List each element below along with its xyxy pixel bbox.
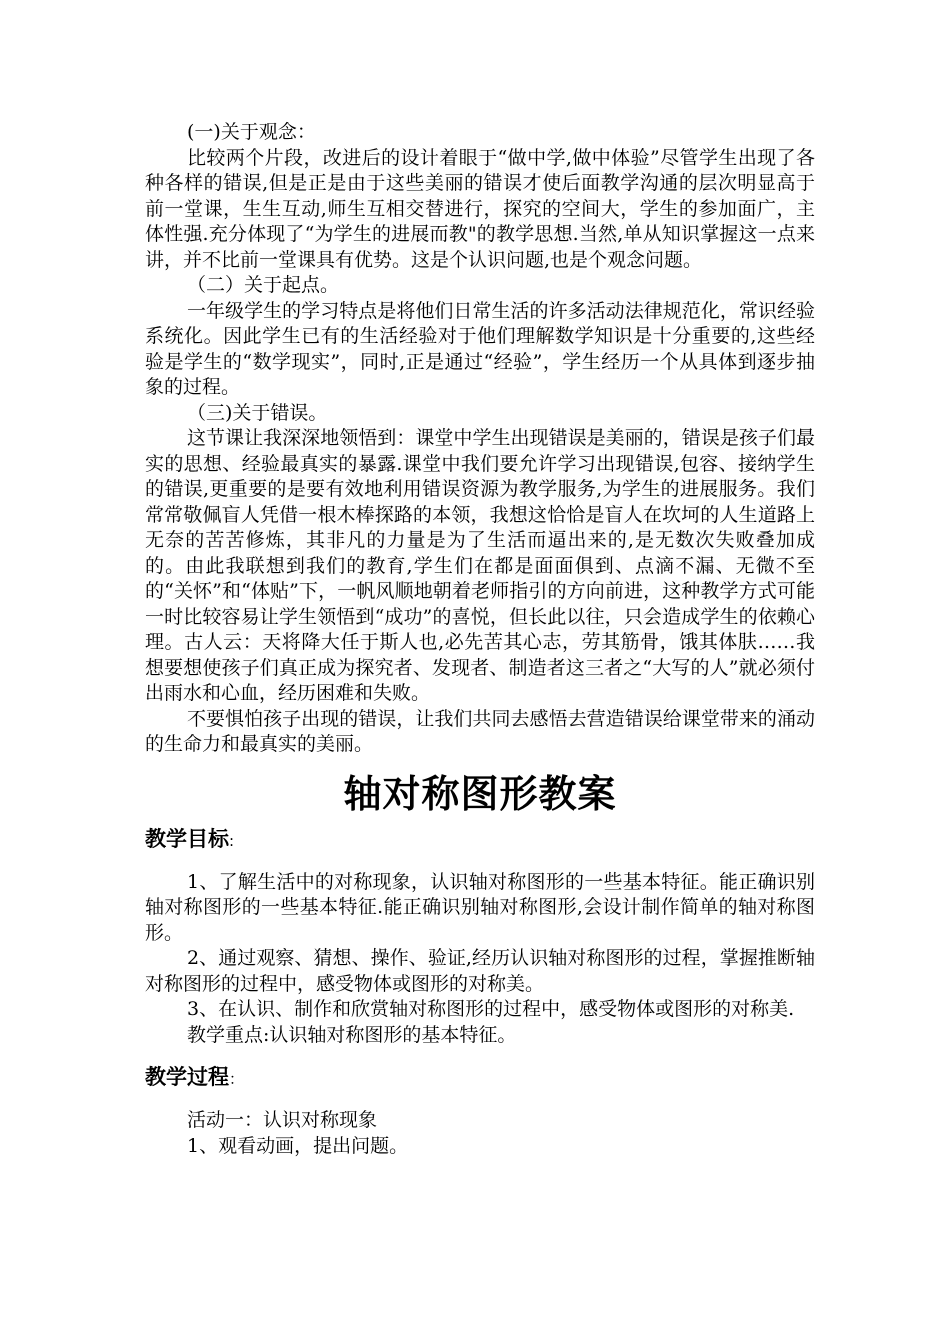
- section-label-starting-point: （二）关于起点。: [187, 274, 340, 296]
- process-heading: [145, 1062, 815, 1094]
- lesson-title: 轴对称图形教案: [343, 771, 617, 816]
- goals-heading: [145, 824, 815, 856]
- paragraph-concept: 比较两个片段，改进后的设计着眼于“做中学,做中体验”尽管学生出现了各种各样的错误,但是正是由于这些美丽的错误才使后面教学沟通的层次明显高于前一堂课，生生互动,师生互相交替进行，探究的空间大，学生的参加面广，主体性强.充分体现了“为学生的进展而教"的教学思想.当然,单从知识掌握这一点来讲，并不比前一堂课具有优势。这是个认识问题,也是个观念问题。: [145, 146, 815, 271]
- section-label-concept: (一)关于观念：: [187, 121, 316, 143]
- key-point: 教学重点:认识轴对称图形的基本特征。: [187, 1023, 517, 1046]
- goals-heading-text: 教学目标: [145, 826, 229, 851]
- goal-item-2: 2、通过观察、猜想、操作、验证,经历认识轴对称图形的过程，掌握推断轴对称图形的过程中，感受物体或图形的对称美。: [145, 947, 815, 995]
- activity-1-step-1: 1、观看动画，提出问题。: [187, 1134, 409, 1157]
- paragraph-errors: 这节课让我深深地领悟到：课堂中学生出现错误是美丽的，错误是孩子们最实的思想、经验最真实的暴露.课堂中我们要允许学习出现错误,包容、接纳学生的错误,更重要的是要有效地利用错误资源为教学服务,为学生的进展服务。我们常常敬佩盲人凭借一根木棒探路的本领，我想这恰恰是盲人在坎坷的人生道路上无奈的苦苦修炼，其非凡的力量是为了生活而逼出来的,是无数次失败叠加成的。由此我联想到我们的教育,学生们在都是面面俱到、点滴不漏、无微不至的“关怀”和“体贴”下，一帆风顺地朝着老师指引的方向前进，这种教学方式可能一时比较容易让学生领悟到“成功”的喜悦，但长此以往，只会造成学生的依赖心理。古人云：天将降大任于斯人也,必先苦其心志，劳其筋骨，饿其体肤……我想要想使孩子们真正成为探究者、发现者、制造者这三者之“大写的人”就必须付出雨水和心血，经历困难和失败。: [145, 427, 815, 704]
- goal-item-1: 1、了解生活中的对称现象，认识轴对称图形的一些基本特征。能正确识别轴对称图形的一些基本特征.能正确识别轴对称图形,会设计制作简单的轴对称图形。: [145, 870, 815, 944]
- activity-1-label: 活动一：认识对称现象: [187, 1109, 378, 1131]
- spacer: [145, 1048, 815, 1062]
- goal-item-3: 3、在认识、制作和欣赏轴对称图形的过程中，感受物体或图形的对称美.: [187, 998, 795, 1020]
- section-label-errors: （三)关于错误。: [187, 401, 328, 424]
- paragraph-starting-point: 一年级学生的学习特点是将他们日常生活的许多活动法律规范化，常识经验系统化。因此学生已有的生活经验对于他们理解数学知识是十分重要的,这些经验是学生的“数学现实”，同时,正是通过“经验”，学生经历一个从具体到逐步抽象的过程。: [145, 299, 815, 398]
- paragraph-closing: 不要惧怕孩子出现的错误，让我们共同去感悟去营造错误给课堂带来的涌动的生命力和最真实的美丽。: [145, 707, 815, 755]
- document-page: [145, 120, 815, 1159]
- goals-heading-colon: :: [229, 831, 235, 850]
- process-heading-colon: ：: [229, 1070, 245, 1088]
- process-heading-text: 教学过程: [145, 1065, 229, 1089]
